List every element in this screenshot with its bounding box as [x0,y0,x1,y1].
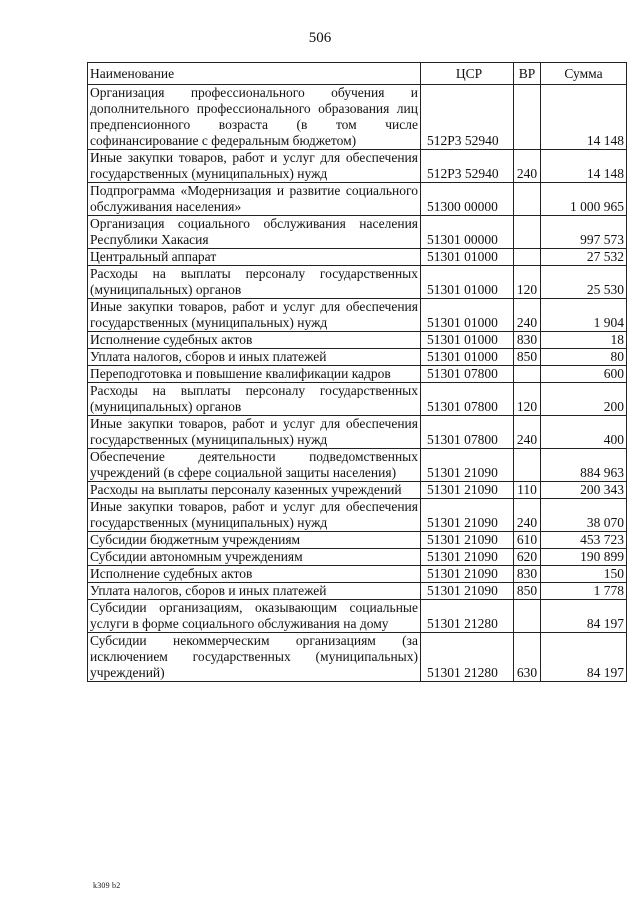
header-sum: Сумма [541,63,627,85]
row-name: Субсидии некоммерческим организациям (за исключением государственных (муниципальных) учреждений) [88,633,421,682]
row-csr: 51301 01000 [421,299,514,332]
row-sum: 200 343 [541,482,627,499]
table-row [88,266,627,299]
row-csr: 51301 21090 [421,549,514,566]
row-name: Исполнение судебных актов [88,332,421,349]
row-csr: 51301 01000 [421,332,514,349]
row-csr: 51301 07800 [421,366,514,383]
row-name: Уплата налогов, сборов и иных платежей [88,349,421,366]
table-row [88,150,627,183]
budget-table [87,62,627,682]
row-csr: 51301 21090 [421,449,514,482]
row-csr: 51301 01000 [421,266,514,299]
row-csr: 512P3 52940 [421,150,514,183]
header-csr: ЦСР [421,63,514,85]
row-sum: 884 963 [541,449,627,482]
row-vr [514,600,541,633]
row-vr: 610 [514,532,541,549]
row-csr: 51301 07800 [421,416,514,449]
table-row [88,482,627,499]
table-row [88,249,627,266]
row-name: Расходы на выплаты персоналу казенных учреждений [88,482,421,499]
row-csr: 51301 07800 [421,383,514,416]
row-sum: 84 197 [541,633,627,682]
row-sum: 25 530 [541,266,627,299]
row-name: Подпрограмма «Модернизация и развитие социального обслуживания населения» [88,183,421,216]
row-name: Субсидии бюджетным учреждениям [88,532,421,549]
row-sum: 1 000 965 [541,183,627,216]
row-csr: 51301 01000 [421,249,514,266]
row-sum: 1 778 [541,583,627,600]
row-name: Исполнение судебных актов [88,566,421,583]
row-name: Организация профессионального обучения и дополнительного профессионального образования лиц предпенсионного возраста (в том числе софинансирование с федеральным бюджетом) [88,85,421,150]
table-row [88,549,627,566]
row-vr: 240 [514,299,541,332]
table-row [88,532,627,549]
row-vr: 620 [514,549,541,566]
row-name: Субсидии организациям, оказывающим социальные услуги в форме социального обслуживания на дому [88,600,421,633]
row-name: Расходы на выплаты персоналу государственных (муниципальных) органов [88,383,421,416]
table-header-row [88,63,627,85]
table-row [88,499,627,532]
footer-code: k309 b2 [93,881,121,890]
page-number: 506 [308,30,332,46]
table-row [88,366,627,383]
row-vr [514,449,541,482]
row-csr: 51301 21280 [421,600,514,633]
row-vr: 240 [514,499,541,532]
row-sum: 200 [541,383,627,416]
table-row [88,216,627,249]
table-row [88,183,627,216]
table-row [88,633,627,682]
table-row [88,583,627,600]
row-vr: 830 [514,332,541,349]
header-name: Наименование [88,63,421,85]
row-name: Обеспечение деятельности подведомственных учреждений (в сфере социальной защиты населения) [88,449,421,482]
row-sum: 84 197 [541,600,627,633]
row-sum: 27 532 [541,249,627,266]
row-vr [514,366,541,383]
row-name: Иные закупки товаров, работ и услуг для обеспечения государственных (муниципальных) нужд [88,150,421,183]
row-vr: 850 [514,349,541,366]
row-name: Иные закупки товаров, работ и услуг для обеспечения государственных (муниципальных) нужд [88,416,421,449]
row-sum: 80 [541,349,627,366]
table-row [88,349,627,366]
row-vr: 110 [514,482,541,499]
row-vr: 830 [514,566,541,583]
table-row [88,566,627,583]
table-body [88,85,627,682]
row-sum: 14 148 [541,85,627,150]
table-row [88,449,627,482]
row-sum: 997 573 [541,216,627,249]
row-sum: 453 723 [541,532,627,549]
row-csr: 51301 00000 [421,216,514,249]
row-name: Иные закупки товаров, работ и услуг для обеспечения государственных (муниципальных) нужд [88,299,421,332]
row-sum: 14 148 [541,150,627,183]
row-vr: 240 [514,150,541,183]
row-sum: 1 904 [541,299,627,332]
row-vr: 120 [514,266,541,299]
table-row [88,383,627,416]
row-name: Субсидии автономным учреждениям [88,549,421,566]
table-row [88,600,627,633]
table-row [88,332,627,349]
row-csr: 51301 21090 [421,532,514,549]
header-vr: ВР [514,63,541,85]
row-vr: 240 [514,416,541,449]
row-vr [514,216,541,249]
row-sum: 190 899 [541,549,627,566]
row-sum: 18 [541,332,627,349]
row-name: Центральный аппарат [88,249,421,266]
table-row [88,416,627,449]
row-vr [514,85,541,150]
row-name: Переподготовка и повышение квалификации кадров [88,366,421,383]
table-row [88,299,627,332]
table-row [88,85,627,150]
row-sum: 150 [541,566,627,583]
row-csr: 51301 21280 [421,633,514,682]
row-csr: 51301 21090 [421,566,514,583]
row-vr: 120 [514,383,541,416]
row-vr: 850 [514,583,541,600]
row-csr: 51301 21090 [421,482,514,499]
row-csr: 512P3 52940 [421,85,514,150]
row-name: Уплата налогов, сборов и иных платежей [88,583,421,600]
row-name: Организация социального обслуживания населения Республики Хакасия [88,216,421,249]
row-sum: 600 [541,366,627,383]
row-sum: 400 [541,416,627,449]
row-name: Расходы на выплаты персоналу государственных (муниципальных) органов [88,266,421,299]
row-csr: 51301 01000 [421,349,514,366]
row-vr: 630 [514,633,541,682]
row-vr [514,249,541,266]
row-vr [514,183,541,216]
row-csr: 51300 00000 [421,183,514,216]
row-csr: 51301 21090 [421,583,514,600]
row-sum: 38 070 [541,499,627,532]
row-name: Иные закупки товаров, работ и услуг для обеспечения государственных (муниципальных) нужд [88,499,421,532]
row-csr: 51301 21090 [421,499,514,532]
